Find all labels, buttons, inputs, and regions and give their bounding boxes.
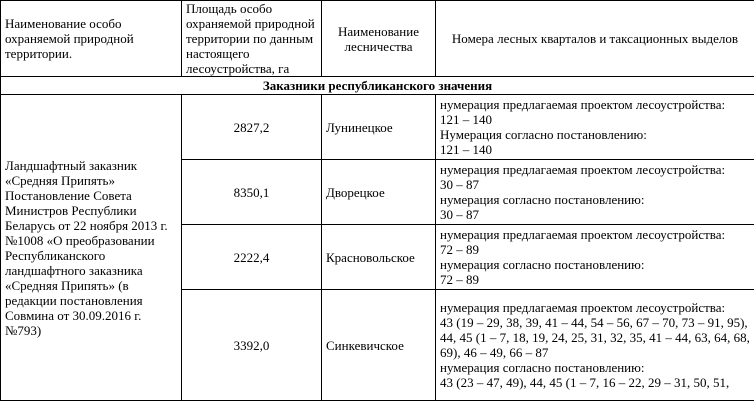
- area-cell: 8350,1: [182, 160, 322, 225]
- table-row: [1, 95, 754, 160]
- quarters-cell: [436, 95, 754, 160]
- quarters-line: нумерация предлагаемая проектом лесоустройства:: [440, 97, 750, 112]
- quarters-line: Нумерация согласно постановлению:: [440, 127, 750, 142]
- quarters-cell: [436, 290, 754, 401]
- header-quarters: Номера лесных кварталов и таксационных выделов: [436, 1, 754, 77]
- forestry-cell: Красновольское: [322, 225, 436, 290]
- header-row: [1, 1, 754, 77]
- quarters-line: 121 – 140: [440, 142, 750, 157]
- forestry-cell: Синкевичское: [322, 290, 436, 401]
- section-row: [1, 77, 754, 95]
- quarters-line: нумерация согласно постановлению:: [440, 360, 750, 375]
- quarters-line: 121 – 140: [440, 112, 750, 127]
- quarters-cell: [436, 225, 754, 290]
- quarters-line: 72 – 89: [440, 272, 750, 287]
- quarters-line: 43 (19 – 29, 38, 39, 41 – 44, 54 – 56, 67 – 70, 73 – 91, 95), 44, 45 (1 – 7, 18, 19, 24, 25, 31, 32, 35, 41 – 44, 63, 64, 68, 69), 46 – 49, 66 – 87: [440, 315, 750, 360]
- header-area: Площадь особо охраняемой природной территории по данным настоящего лесоустройства, га: [182, 1, 322, 77]
- quarters-line: нумерация предлагаемая проектом лесоустройства:: [440, 162, 750, 177]
- area-cell: 3392,0: [182, 290, 322, 401]
- area-cell: 2222,4: [182, 225, 322, 290]
- quarters-line: нумерация согласно постановлению:: [440, 257, 750, 272]
- quarters-cell: [436, 160, 754, 225]
- quarters-line: 30 – 87: [440, 207, 750, 222]
- header-territory-name: Наименование особо охраняемой природной территории.: [1, 1, 182, 77]
- quarters-line: 30 – 87: [440, 177, 750, 192]
- reserve-name: Ландшафтный заказник «Средняя Припять» Постановление Совета Министров Республики Беларусь от 22 ноября 2013 г. №1008 «О преобразовании Республиканского ландшафтного заказника «Средняя Припять» (в редакции постановления Совмина от 30.09.2016 г. №793): [1, 95, 182, 401]
- quarters-line: 43 (23 – 47, 49), 44, 45 (1 – 7, 16 – 22, 29 – 31, 50, 51,: [440, 375, 750, 390]
- quarters-line: 72 – 89: [440, 242, 750, 257]
- area-cell: 2827,2: [182, 95, 322, 160]
- forestry-cell: Лунинецкое: [322, 95, 436, 160]
- forestry-cell: Дворецкое: [322, 160, 436, 225]
- quarters-line: нумерация предлагаемая проектом лесоустройства:: [440, 227, 750, 242]
- quarters-line: нумерация согласно постановлению:: [440, 192, 750, 207]
- quarters-line: нумерация предлагаемая проектом лесоустройства:: [440, 300, 750, 315]
- header-forestry: Наименование лесничества: [322, 1, 436, 77]
- section-title: Заказники республиканского значения: [1, 77, 754, 95]
